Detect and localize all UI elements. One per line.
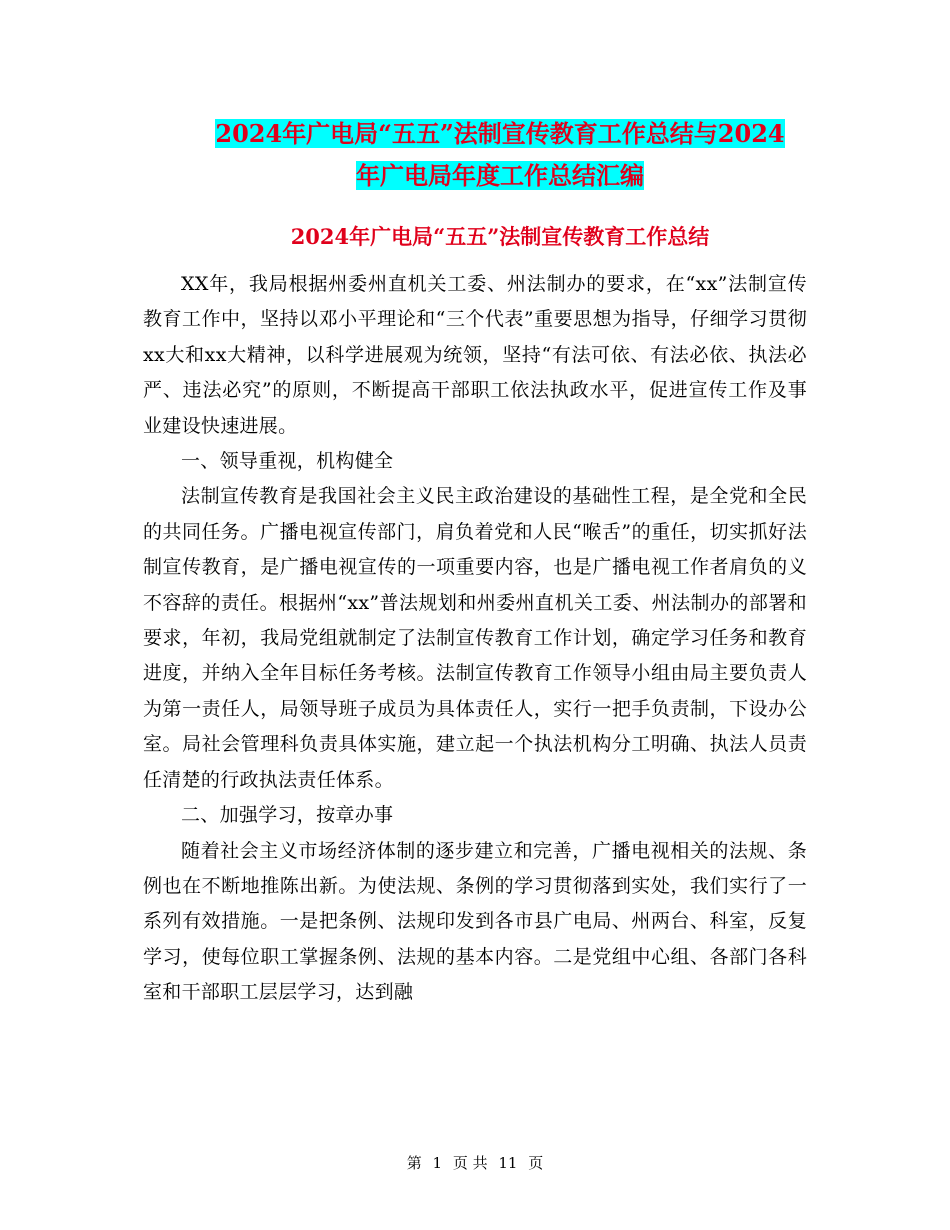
paragraph-leadership: 法制宣传教育是我国社会主义民主政治建设的基础性工程，是全党和全民的共同任务。广播电视宣传部门，肩负着党和人民“喉舌”的重任，切实抓好法制宣传教育，是广播电视宣传的一项重要内容，也是广播电视工作者肩负的义不容辞的责任。根据州“xx”普法规划和州委州直机关工委、州法制办的部署和要求，年初，我局党组就制定了法制宣传教育工作计划，确定学习任务和教育进度，并纳入全年目标任务考核。法制宣传教育工作领导小组由局主要负责人为第一责任人，局领导班子成员为具体责任人，实行一把手负责制，下设办公室。局社会管理科负责具体实施，建立起一个执法机构分工明确、执法人员责任清楚的行政执法责任体系。	[143, 485, 807, 791]
footer-middle: 页 共	[452, 1154, 488, 1172]
footer-prefix: 第	[406, 1154, 422, 1172]
heading-study: 二、加强学习，按章办事	[181, 804, 394, 827]
main-title-line-1: 2024年广电局“五五”法制宣传教育工作总结与2024	[215, 119, 785, 148]
footer-page-number: 1	[432, 1154, 443, 1172]
document-body	[143, 267, 807, 1011]
document-main-title	[140, 113, 860, 197]
page-footer	[0, 1153, 950, 1173]
footer-suffix: 页	[528, 1154, 544, 1172]
heading-leadership: 一、领导重视，机构健全	[181, 450, 394, 473]
section-title: 2024年广电局“五五”法制宣传教育工作总结	[290, 224, 710, 249]
footer-total-pages: 11	[498, 1154, 518, 1172]
paragraph-study: 随着社会主义市场经济体制的逐步建立和完善，广播电视相关的法规、条例也在不断地推陈出新。为使法规、条例的学习贯彻落到实处，我们实行了一系列有效措施。一是把条例、法规印发到各市县广电局、州两台、科室，反复学习，使每位职工掌握条例、法规的基本内容。二是党组中心组、各部门各科室和干部职工层层学习，达到融	[143, 839, 807, 1004]
main-title-line-2: 年广电局年度工作总结汇编	[356, 161, 644, 190]
paragraph-intro: XX年，我局根据州委州直机关工委、州法制办的要求，在“xx”法制宣传教育工作中，坚持以邓小平理论和“三个代表”重要思想为指导，仔细学习贯彻xx大和xx大精神，以科学进展观为统领，坚持“有法可依、有法必依、执法必严、违法必究”的原则，不断提高干部职工依法执政水平，促进宣传工作及事业建设快速进展。	[143, 273, 807, 437]
